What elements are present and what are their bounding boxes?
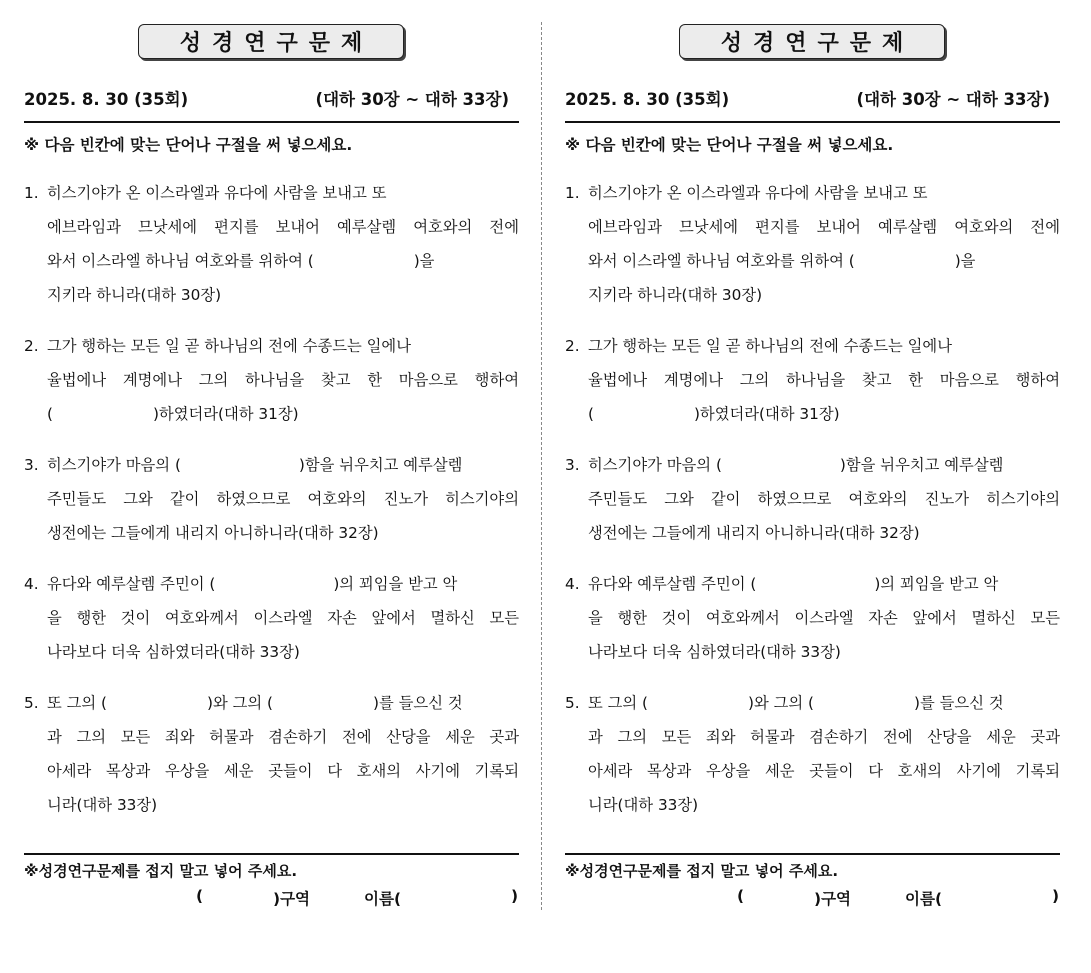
- question-5: [565, 686, 1060, 822]
- question-text: 아세라 목상과 우상을 세운 곳들이 다 호새의 사기에 기록되: [47, 762, 519, 780]
- instruction-text: ※ 다음 빈칸에 맞는 단어나 구절을 써 넣으세요.: [24, 136, 353, 154]
- question-text: 유다와 예루살렘 주민이 (: [47, 575, 216, 593]
- question-text: 히스기야가 온 이스라엘과 유다에 사람을 보내고 또: [588, 184, 928, 202]
- question-number: 4.: [24, 575, 39, 593]
- question-text: )하였더라(대하 31장): [693, 405, 840, 423]
- question-text: 주민들도 그와 같이 하였으므로 여호와의 진노가 히스기야의: [47, 490, 519, 508]
- worksheet-title: 성경연구문제: [679, 24, 945, 59]
- district-input[interactable]: [210, 887, 272, 909]
- footer-rule: [565, 853, 1060, 855]
- question-text: 지키라 하니라(대하 30장): [47, 286, 222, 304]
- question-text: 와서 이스라엘 하나님 여호와를 위하여 (: [588, 252, 855, 270]
- question-text: 을 행한 것이 여호와께서 이스라엘 자손 앞에서 멸하신 모든: [47, 609, 519, 627]
- name-district-line: [565, 887, 1060, 911]
- question-text: 에브라임과 므낫세에 편지를 보내어 예루살렘 여호와의 전에: [588, 218, 1060, 236]
- question-number: 3.: [565, 456, 580, 474]
- question-text: 나라보다 더욱 심하였더라(대하 33장): [588, 643, 841, 661]
- worksheet-date: 2025. 8. 30 (35회): [24, 90, 189, 109]
- question-text: 율법에나 계명에나 그의 하나님을 찾고 한 마음으로 행하여: [588, 371, 1060, 389]
- question-text: 히스기야가 마음의 (: [588, 456, 722, 474]
- question-number: 5.: [24, 694, 39, 712]
- district-open-paren: (: [196, 887, 204, 905]
- question-text: )함을 뉘우치고 예루살렘: [839, 456, 1004, 474]
- question-text: )를 들으신 것: [373, 694, 463, 712]
- question-number: 1.: [24, 184, 39, 202]
- question-text: 생전에는 그들에게 내리지 아니하니라(대하 32장): [588, 524, 920, 542]
- question-3: [565, 448, 1060, 550]
- header-rule: [565, 121, 1060, 123]
- question-1: [565, 176, 1060, 312]
- question-text: )을: [954, 252, 976, 270]
- question-text: 그가 행하는 모든 일 곧 하나님의 전에 수종드는 일에나: [47, 337, 411, 355]
- question-text: )와 그의 (: [207, 694, 274, 712]
- question-text: 과 그의 모든 죄와 허물과 겸손하기 전에 산당을 세운 곳과: [47, 728, 519, 746]
- question-text: 지키라 하니라(대하 30장): [588, 286, 763, 304]
- name-input[interactable]: [951, 887, 1051, 909]
- question-text: )을: [413, 252, 435, 270]
- chapter-range: (대하 30장 ~ 대하 33장): [315, 90, 509, 109]
- question-number: 2.: [24, 337, 39, 355]
- question-text: 또 그의 (: [47, 694, 108, 712]
- header-rule: [24, 121, 519, 123]
- worksheet-right: [565, 0, 1060, 973]
- district-label: )구역: [814, 890, 852, 908]
- question-text: )와 그의 (: [748, 694, 815, 712]
- name-district-line: [24, 887, 519, 911]
- name-label: 이름(: [905, 890, 943, 908]
- question-text: )의 꾀임을 받고 악: [333, 575, 458, 593]
- question-text: (: [588, 405, 594, 423]
- question-text: )를 들으신 것: [914, 694, 1004, 712]
- footer-rule: [24, 853, 519, 855]
- question-text: 유다와 예루살렘 주민이 (: [588, 575, 757, 593]
- footer-note: ※성경연구문제를 접지 말고 넣어 주세요.: [24, 862, 298, 880]
- question-number: 1.: [565, 184, 580, 202]
- question-3: [24, 448, 519, 550]
- question-4: [565, 567, 1060, 669]
- question-text: 나라보다 더욱 심하였더라(대하 33장): [47, 643, 300, 661]
- worksheet-date: 2025. 8. 30 (35회): [565, 90, 730, 109]
- question-number: 4.: [565, 575, 580, 593]
- chapter-range: (대하 30장 ~ 대하 33장): [856, 90, 1050, 109]
- name-close-paren: ): [511, 887, 519, 905]
- question-text: 니라(대하 33장): [588, 796, 699, 814]
- question-2: [565, 329, 1060, 431]
- cut-line-divider: [541, 22, 542, 910]
- question-text: )하였더라(대하 31장): [152, 405, 299, 423]
- question-text: 히스기야가 마음의 (: [47, 456, 181, 474]
- question-1: [24, 176, 519, 312]
- question-text: 율법에나 계명에나 그의 하나님을 찾고 한 마음으로 행하여: [47, 371, 519, 389]
- worksheet-left: [24, 0, 519, 973]
- instruction-text: ※ 다음 빈칸에 맞는 단어나 구절을 써 넣으세요.: [565, 136, 894, 154]
- question-number: 2.: [565, 337, 580, 355]
- question-text: 니라(대하 33장): [47, 796, 158, 814]
- district-label: )구역: [273, 890, 311, 908]
- name-label: 이름(: [364, 890, 402, 908]
- question-4: [24, 567, 519, 669]
- question-text: 생전에는 그들에게 내리지 아니하니라(대하 32장): [47, 524, 379, 542]
- question-text: 아세라 목상과 우상을 세운 곳들이 다 호새의 사기에 기록되: [588, 762, 1060, 780]
- question-text: 히스기야가 온 이스라엘과 유다에 사람을 보내고 또: [47, 184, 387, 202]
- question-text: 에브라임과 므낫세에 편지를 보내어 예루살렘 여호와의 전에: [47, 218, 519, 236]
- question-text: 와서 이스라엘 하나님 여호와를 위하여 (: [47, 252, 314, 270]
- name-input[interactable]: [410, 887, 510, 909]
- question-number: 3.: [24, 456, 39, 474]
- question-2: [24, 329, 519, 431]
- worksheet-title: 성경연구문제: [138, 24, 404, 59]
- question-5: [24, 686, 519, 822]
- district-input[interactable]: [751, 887, 813, 909]
- question-number: 5.: [565, 694, 580, 712]
- footer-note: ※성경연구문제를 접지 말고 넣어 주세요.: [565, 862, 839, 880]
- question-text: (: [47, 405, 53, 423]
- question-text: 을 행한 것이 여호와께서 이스라엘 자손 앞에서 멸하신 모든: [588, 609, 1060, 627]
- question-text: 과 그의 모든 죄와 허물과 겸손하기 전에 산당을 세운 곳과: [588, 728, 1060, 746]
- district-open-paren: (: [737, 887, 745, 905]
- question-text: 주민들도 그와 같이 하였으므로 여호와의 진노가 히스기야의: [588, 490, 1060, 508]
- name-close-paren: ): [1052, 887, 1060, 905]
- question-text: 그가 행하는 모든 일 곧 하나님의 전에 수종드는 일에나: [588, 337, 952, 355]
- question-text: )함을 뉘우치고 예루살렘: [298, 456, 463, 474]
- question-text: )의 꾀임을 받고 악: [874, 575, 999, 593]
- question-text: 또 그의 (: [588, 694, 649, 712]
